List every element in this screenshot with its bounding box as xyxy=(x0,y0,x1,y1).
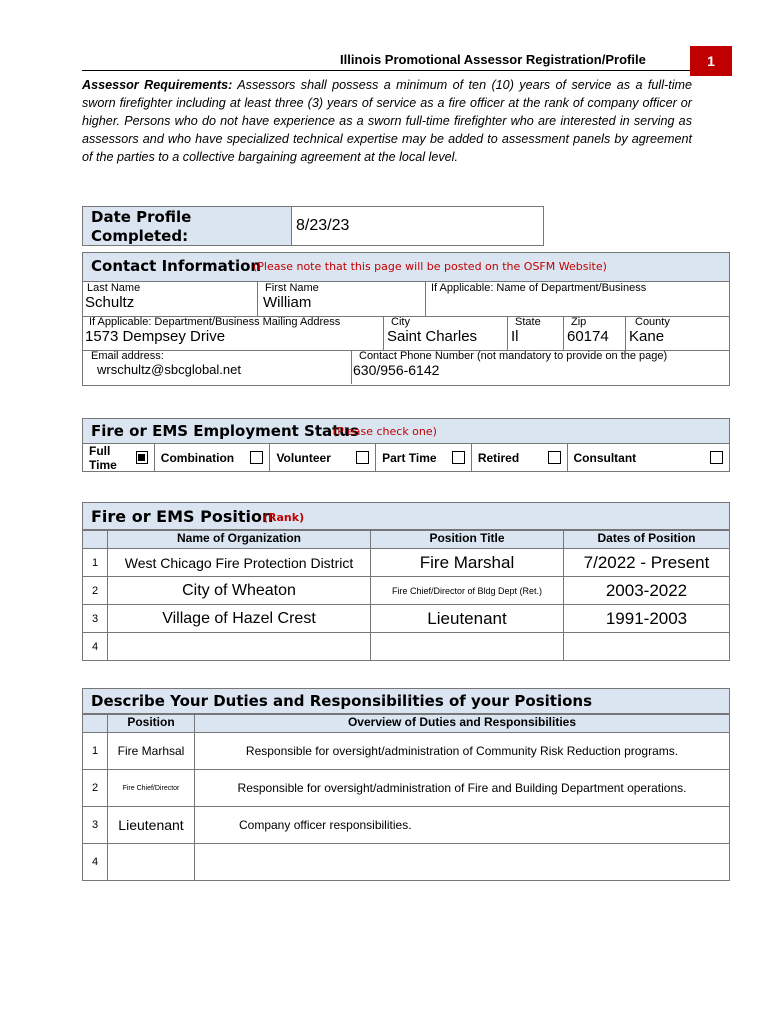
email-label: Email address: xyxy=(91,350,164,362)
employment-option[interactable] xyxy=(155,444,271,471)
state-cell[interactable] xyxy=(507,316,564,351)
dates-cell[interactable]: 1991-2003 xyxy=(564,605,730,633)
employment-option[interactable] xyxy=(472,444,568,471)
position-title-cell[interactable]: Lieutenant xyxy=(371,605,564,633)
organization-cell[interactable]: West Chicago Fire Protection District xyxy=(108,549,371,577)
duty-row-number: 3 xyxy=(83,807,108,844)
phone-value: 630/956-6142 xyxy=(353,362,440,378)
position-title-cell[interactable]: Fire Marshal xyxy=(371,549,564,577)
phone-label: Contact Phone Number (not mandatory to provide on the page) xyxy=(359,350,668,362)
duties-section-header xyxy=(82,688,730,714)
first-name-label: First Name xyxy=(265,282,319,294)
position-title-cell[interactable] xyxy=(371,633,564,661)
table-row xyxy=(83,807,730,844)
duty-position-cell[interactable]: Fire Chief/Director xyxy=(108,770,195,807)
dates-cell[interactable]: 7/2022 - Present xyxy=(564,549,730,577)
table-row xyxy=(83,733,730,770)
state-label: State xyxy=(515,316,541,328)
employment-option-label: Volunteer xyxy=(276,450,331,465)
date-profile-label: Date Profile Completed: xyxy=(83,207,292,246)
page-number-badge: 1 xyxy=(690,46,732,76)
organization-cell[interactable]: City of Wheaton xyxy=(108,577,371,605)
employment-checkbox[interactable] xyxy=(250,451,263,464)
employment-checkbox[interactable] xyxy=(548,451,561,464)
date-profile-value[interactable]: 8/23/23 xyxy=(292,207,544,246)
table-row xyxy=(83,605,730,633)
duty-position-cell[interactable]: Fire Marhsal xyxy=(108,733,195,770)
requirements-text: Assessors shall possess a minimum of ten (10) years of service as a full-time sworn firefighter including at least three (3) years of service as a fire officer at the rank of company officer or higher. Persons who do not have experience as a sworn full-time firefighter who are interested in serving as assessors and who have specialized technical expertise may be added to assessment panels by agreement of the parties to a collective bargaining agreement at the local level. xyxy=(82,78,692,164)
position-table xyxy=(82,530,730,661)
date-profile-table xyxy=(82,206,544,246)
dates-cell[interactable]: 2003-2022 xyxy=(564,577,730,605)
col-position: Position xyxy=(108,715,195,733)
duty-row-number: 1 xyxy=(83,733,108,770)
table-row xyxy=(83,633,730,661)
table-row xyxy=(83,770,730,807)
department-label: If Applicable: Name of Department/Business xyxy=(431,282,647,294)
assessor-requirements xyxy=(82,76,692,166)
city-value: Saint Charles xyxy=(387,328,478,345)
last-name-value: Schultz xyxy=(85,294,135,311)
duty-overview-cell[interactable]: Company officer responsibilities. xyxy=(195,807,730,844)
position-title-cell[interactable]: Fire Chief/Director of Bldg Dept (Ret.) xyxy=(371,577,564,605)
position-row-number: 4 xyxy=(83,633,108,661)
employment-checkbox[interactable] xyxy=(136,451,148,464)
email-value: wrschultz@sbcglobal.net xyxy=(97,362,241,377)
county-value: Kane xyxy=(629,328,665,345)
header-rule xyxy=(82,70,690,71)
employment-option-label: Consultant xyxy=(573,450,637,465)
first-name-value: William xyxy=(263,294,312,311)
address-cell[interactable] xyxy=(83,316,384,351)
address-label: If Applicable: Department/Business Mailing Address xyxy=(89,316,341,328)
phone-cell[interactable] xyxy=(351,350,729,384)
duty-overview-cell[interactable] xyxy=(195,844,730,881)
employment-checkbox[interactable] xyxy=(356,451,369,464)
last-name-label: Last Name xyxy=(87,282,141,294)
requirements-label: Assessor Requirements: xyxy=(82,78,233,92)
position-row-number: 1 xyxy=(83,549,108,577)
table-row xyxy=(83,577,730,605)
table-row xyxy=(83,844,730,881)
duty-position-cell[interactable] xyxy=(108,844,195,881)
duty-position-cell[interactable]: Lieutenant xyxy=(108,807,195,844)
zip-label: Zip xyxy=(571,316,587,328)
contact-title: Contact Information xyxy=(91,257,262,275)
organization-cell[interactable]: Village of Hazel Crest xyxy=(108,605,371,633)
col-position-title: Position Title xyxy=(371,531,564,549)
duties-num-head xyxy=(83,715,108,733)
duty-row-number: 2 xyxy=(83,770,108,807)
duties-table xyxy=(82,714,730,881)
table-row xyxy=(83,549,730,577)
organization-cell[interactable] xyxy=(108,633,371,661)
last-name-cell[interactable] xyxy=(83,282,258,317)
col-organization: Name of Organization xyxy=(108,531,371,549)
position-note: (Rank) xyxy=(263,511,305,524)
city-label: City xyxy=(391,316,410,328)
email-cell[interactable] xyxy=(83,350,352,384)
zip-value: 60174 xyxy=(567,328,609,345)
position-section-header xyxy=(82,502,730,530)
department-cell[interactable] xyxy=(425,282,729,317)
county-cell[interactable] xyxy=(625,316,729,351)
county-label: County xyxy=(635,316,670,328)
position-title: Fire or EMS Position xyxy=(91,507,274,526)
contact-body xyxy=(82,282,730,386)
duty-overview-cell[interactable]: Responsible for oversight/administration of Fire and Building Department operations. xyxy=(195,770,730,807)
contact-note: (Please note that this page will be posted on the OSFM Website) xyxy=(253,260,607,273)
employment-title: Fire or EMS Employment Status xyxy=(91,422,359,440)
employment-options-row xyxy=(82,444,730,472)
contact-section-header xyxy=(82,252,730,282)
employment-section-header xyxy=(82,418,730,444)
employment-option[interactable] xyxy=(83,444,155,471)
city-cell[interactable] xyxy=(383,316,508,351)
employment-option-label: Full Time xyxy=(89,443,117,472)
position-row-number: 2 xyxy=(83,577,108,605)
duty-row-number: 4 xyxy=(83,844,108,881)
employment-checkbox[interactable] xyxy=(452,451,465,464)
employment-option[interactable] xyxy=(568,444,729,471)
employment-option[interactable] xyxy=(270,444,376,471)
col-overview: Overview of Duties and Responsibilities xyxy=(195,715,730,733)
employment-note: (Please check one) xyxy=(333,425,437,438)
duty-overview-cell[interactable]: Responsible for oversight/administration of Community Risk Reduction programs. xyxy=(195,733,730,770)
employment-option-label: Retired xyxy=(477,450,520,465)
employment-checkbox[interactable] xyxy=(710,451,723,464)
dates-cell[interactable] xyxy=(564,633,730,661)
duties-title: Describe Your Duties and Responsibilities of your Positions xyxy=(91,692,592,710)
employment-option[interactable] xyxy=(376,444,472,471)
zip-cell[interactable] xyxy=(563,316,626,351)
employment-option-label: Part Time xyxy=(382,450,437,465)
address-value: 1573 Dempsey Drive xyxy=(85,328,226,345)
form-title: Illinois Promotional Assessor Registration/Profile xyxy=(340,52,646,67)
position-num-head xyxy=(83,531,108,549)
position-row-number: 3 xyxy=(83,605,108,633)
col-dates: Dates of Position xyxy=(564,531,730,549)
first-name-cell[interactable] xyxy=(257,282,426,317)
employment-option-label: Combination xyxy=(160,450,235,465)
state-value: Il xyxy=(511,328,519,345)
